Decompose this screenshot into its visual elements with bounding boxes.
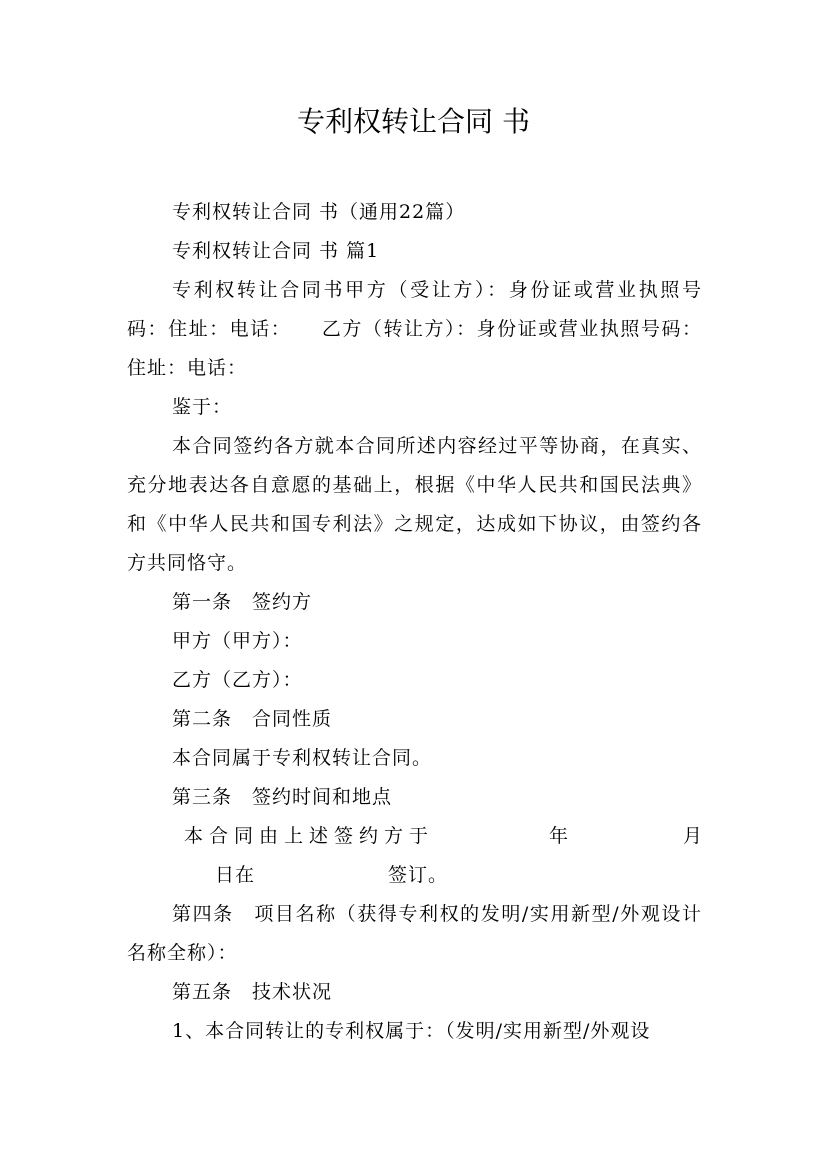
- signed-label: 签订。: [388, 864, 449, 886]
- year-label: 年: [548, 825, 568, 847]
- article-2-body: 本合同属于专利权转让合同。: [172, 747, 433, 769]
- signing-place-line: [127, 856, 702, 895]
- signing-date-line: [127, 817, 702, 856]
- article-2-heading: 第二条 合同性质: [172, 708, 333, 730]
- month-label: 月: [682, 825, 702, 847]
- day-place-label: 日在: [215, 864, 256, 886]
- paragraph-parties: [127, 271, 702, 388]
- party-a-line: 甲方（甲方）：: [172, 630, 303, 652]
- paragraph-whereas: 鉴于：: [172, 396, 233, 418]
- party-b-line: 乙方（乙方）：: [172, 669, 303, 691]
- party-a-info: 专利权转让合同书甲方（受让方）：身份证或营业执照号码：住址：电话：: [127, 279, 702, 340]
- article-4-heading: 第四条 项目名称（获得专利权的发明/实用新型/外观设计名称全称）：: [127, 903, 702, 964]
- document-body: [127, 193, 702, 1051]
- document-title: 专利权转让合同 书: [297, 105, 530, 138]
- paragraph-subtitle: 专利权转让合同 书（通用22篇）: [172, 201, 466, 223]
- article-1-heading: 第一条 签约方: [172, 591, 313, 613]
- paragraph-preamble: 本合同签约各方就本合同所述内容经过平等协商，在真实、充分地表达各自意愿的基础上，根据《中华人民共和国民法典》和《中华人民共和国专利法》之规定，达成如下协议，由签约各方共同恪守。: [127, 435, 702, 574]
- article-5-heading: 第五条 技术状况: [172, 981, 333, 1003]
- article-5-item-1: 1、本合同转让的专利权属于：（发明/实用新型/外观设: [172, 1020, 651, 1042]
- paragraph-section-heading: 专利权转让合同 书 篇1: [172, 240, 380, 262]
- signing-date-text: 本合同由上述签约方于: [184, 825, 435, 847]
- party-b-info: 乙方（转让方）：身份证或营业执照号码：住址：电话：: [127, 318, 702, 379]
- article-3-heading: 第三条 签约时间和地点: [172, 786, 393, 808]
